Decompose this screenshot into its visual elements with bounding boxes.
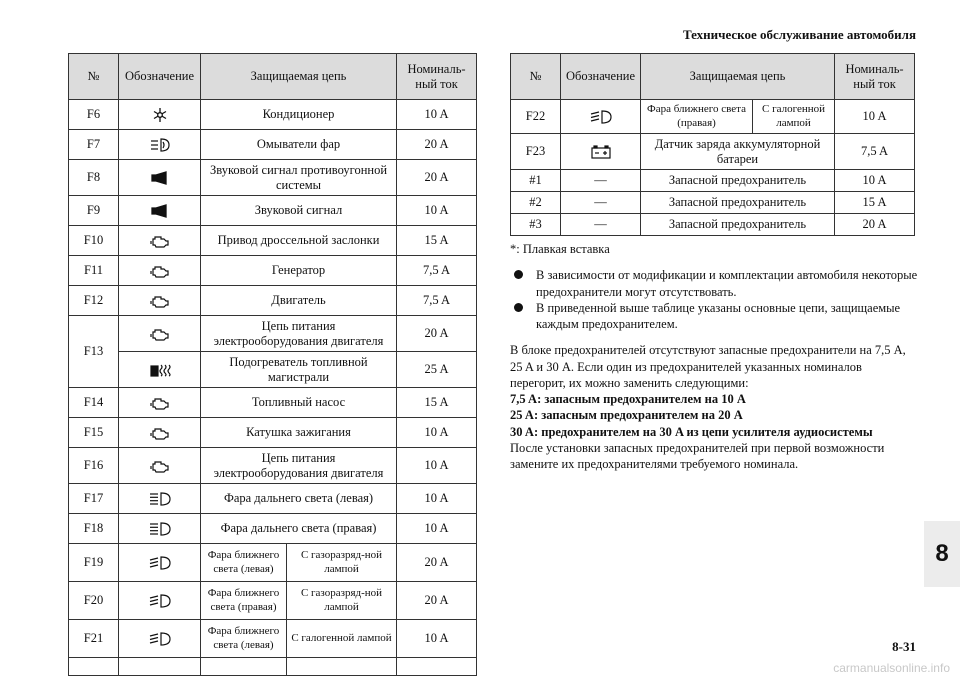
rating-value: 20 A [397, 316, 477, 352]
rating-value: 15 A [397, 388, 477, 418]
circuit-name: Фара ближнего света (правая) [201, 582, 287, 620]
fuse-number: F23 [511, 134, 561, 170]
circuit-name: Запасной предохранитель [641, 214, 835, 236]
fuse-number: #2 [511, 192, 561, 214]
table-row [69, 388, 477, 418]
col-header-no: № [511, 54, 561, 100]
circuit-name: Фара ближнего света (левая) [201, 544, 287, 582]
fuel-heater-icon [149, 362, 171, 378]
table-row [69, 514, 477, 544]
engine-icon [150, 293, 170, 309]
table-row [69, 620, 477, 658]
table-row [69, 448, 477, 484]
fuse-number: F16 [69, 448, 119, 484]
rating-value: 10 A [397, 620, 477, 658]
table-row [69, 196, 477, 226]
circuit-name: Фара дальнего света (левая) [201, 484, 397, 514]
spare-rule-3: 30 A: предохранителем на 30 A из цепи усилителя аудиосистемы [510, 424, 873, 439]
fuse-number: #1 [511, 170, 561, 192]
high-beam-icon [148, 521, 172, 537]
symbol-dash: — [561, 214, 641, 236]
fuse-number: F17 [69, 484, 119, 514]
watermark: carmanualsonline.info [833, 661, 950, 675]
rating-value: 10 A [397, 484, 477, 514]
col-header-circuit: Защищаемая цепь [641, 54, 835, 100]
fuse-number: F20 [69, 582, 119, 620]
bullet-item [510, 300, 920, 333]
lamp-type: С газоразряд-ной лампой [287, 544, 397, 582]
rating-value: 20 A [397, 130, 477, 160]
circuit-name: Фара дальнего света (правая) [201, 514, 397, 544]
fuse-table-right [510, 53, 915, 236]
low-beam-icon [148, 631, 172, 647]
bullet-dot-icon [514, 303, 523, 312]
spare-fuse-paragraph: В блоке предохранителей отсутствуют запасные предохранители на 7,5 A, 25 A и 30 A. Если один из предохранителей указанных номиналов перегорит, их можно заменить следующими: [510, 343, 906, 390]
engine-icon [150, 326, 170, 342]
after-paragraph: После установки запасных предохранителей при первой возможности замените их предохранителями требуемого номинала. [510, 440, 885, 471]
table-row [69, 544, 477, 582]
rating-value: 20 A [397, 160, 477, 196]
circuit-name: Топливный насос [201, 388, 397, 418]
low-beam-icon [589, 109, 613, 125]
engine-icon [150, 263, 170, 279]
lamp-type: С галогенной лампой [753, 100, 835, 134]
fuse-number: F8 [69, 160, 119, 196]
footnote: *: Плавкая вставка [510, 242, 610, 256]
engine-icon [150, 233, 170, 249]
table-row [511, 134, 915, 170]
col-header-rating: Номиналь-ный ток [397, 54, 477, 100]
rating-value: 10 A [835, 170, 915, 192]
circuit-name: Датчик заряда аккумуляторной батареи [641, 134, 835, 170]
circuit-name: Запасной предохранитель [641, 170, 835, 192]
spare-rule-1: 7,5 A: запасным предохранителем на 10 A [510, 392, 746, 406]
rating-value: 7,5 A [397, 256, 477, 286]
circuit-name: Фара ближнего света (правая) [641, 100, 753, 134]
fuse-number: F6 [69, 100, 119, 130]
rating-value: 7,5 A [397, 286, 477, 316]
col-header-no: № [69, 54, 119, 100]
notes-section [510, 241, 920, 472]
rating-value: 10 A [397, 100, 477, 130]
symbol-dash: — [561, 192, 641, 214]
col-header-circuit: Защищаемая цепь [201, 54, 397, 100]
table-row [69, 100, 477, 130]
fuse-number: F13 [69, 316, 119, 388]
fuse-number: F19 [69, 544, 119, 582]
fuse-number: F10 [69, 226, 119, 256]
chapter-tab: 8 [924, 521, 960, 587]
col-header-rating: Номиналь-ный ток [835, 54, 915, 100]
fuse-number: F9 [69, 196, 119, 226]
rating-value: 25 A [397, 352, 477, 388]
fuse-number: F22 [511, 100, 561, 134]
circuit-name: Фара ближнего света (левая) [201, 620, 287, 658]
rating-value: 15 A [835, 192, 915, 214]
bullet-item [510, 267, 920, 300]
engine-icon [150, 425, 170, 441]
page-number: 8-31 [892, 639, 916, 654]
table-row [69, 418, 477, 448]
ac-fan-icon [152, 107, 168, 123]
engine-icon [150, 458, 170, 474]
fuse-number: F12 [69, 286, 119, 316]
fuse-number: F11 [69, 256, 119, 286]
fuse-number: F7 [69, 130, 119, 160]
fuse-number: F15 [69, 418, 119, 448]
horn-icon [150, 171, 170, 185]
battery-icon [590, 144, 612, 160]
rating-value: 7,5 A [835, 134, 915, 170]
bullet-text: В приведенной выше таблице указаны основные цепи, защищаемые каждым предохранителем. [536, 300, 901, 331]
circuit-name: Катушка зажигания [201, 418, 397, 448]
table-row [69, 286, 477, 316]
fuse-number: #3 [511, 214, 561, 236]
table-row [511, 100, 915, 134]
circuit-name: Привод дроссельной заслонки [201, 226, 397, 256]
rating-value: 20 A [835, 214, 915, 236]
table-row [511, 214, 915, 236]
lamp-type: С газоразряд-ной лампой [287, 582, 397, 620]
circuit-name: Кондиционер [201, 100, 397, 130]
rating-value: 10 A [397, 514, 477, 544]
table-row [69, 352, 477, 388]
table-row [69, 160, 477, 196]
circuit-name: Двигатель [201, 286, 397, 316]
horn-icon [150, 204, 170, 218]
circuit-name: Цепь питания электрооборудования двигателя [201, 316, 397, 352]
fuse-number: F14 [69, 388, 119, 418]
circuit-name: Омыватели фар [201, 130, 397, 160]
spare-rule-2: 25 A: запасным предохранителем на 20 A [510, 408, 743, 423]
fuse-number: F18 [69, 514, 119, 544]
rating-value: 15 A [397, 226, 477, 256]
lamp-type: С галогенной лампой [287, 620, 397, 658]
circuit-name: Звуковой сигнал противоугонной системы [201, 160, 397, 196]
engine-icon [150, 395, 170, 411]
rating-value: 10 A [397, 418, 477, 448]
rating-value: 20 A [397, 544, 477, 582]
table-row [69, 130, 477, 160]
circuit-name: Запасной предохранитель [641, 192, 835, 214]
table-row [511, 192, 915, 214]
rating-value: 10 A [835, 100, 915, 134]
col-header-symbol: Обозначение [119, 54, 201, 100]
fuse-number: F21 [69, 620, 119, 658]
bullet-text: В зависимости от модификации и комплектации автомобиля некоторые предохранители могут отсутствовать. [536, 268, 918, 299]
fuse-table-left [68, 53, 477, 676]
circuit-name: Звуковой сигнал [201, 196, 397, 226]
rating-value: 10 A [397, 448, 477, 484]
circuit-name: Цепь питания электрооборудования двигателя [201, 448, 397, 484]
table-row [69, 484, 477, 514]
page-header-title: Техническое обслуживание автомобиля [682, 27, 916, 42]
table-row [511, 170, 915, 192]
col-header-symbol: Обозначение [561, 54, 641, 100]
symbol-dash: — [561, 170, 641, 192]
table-row [69, 316, 477, 352]
table-row [69, 226, 477, 256]
low-beam-icon [148, 593, 172, 609]
rating-value: 20 A [397, 582, 477, 620]
low-beam-icon [148, 555, 172, 571]
bullet-dot-icon [514, 270, 523, 279]
rating-value: 10 A [397, 196, 477, 226]
table-row [69, 582, 477, 620]
table-row [69, 256, 477, 286]
circuit-name: Генератор [201, 256, 397, 286]
circuit-name: Подогреватель топливной магистрали [201, 352, 397, 388]
high-beam-icon [148, 491, 172, 507]
headlamp-washer-icon [149, 137, 171, 153]
